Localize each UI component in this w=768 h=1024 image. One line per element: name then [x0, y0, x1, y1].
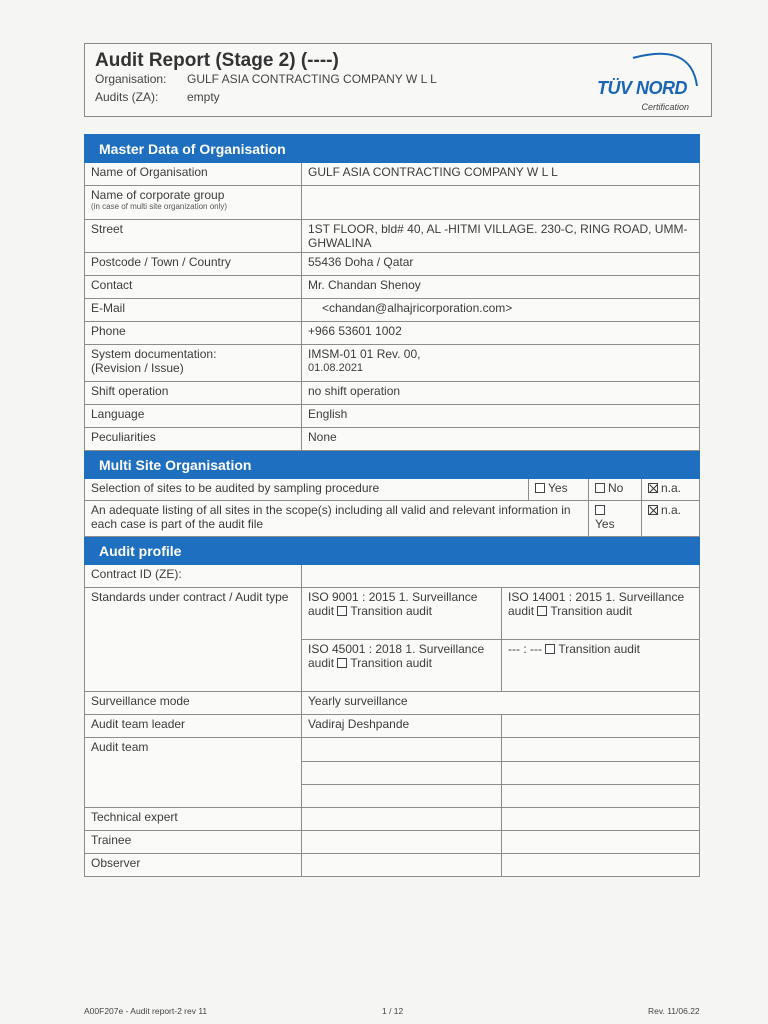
- logo-subtitle: Certification: [641, 102, 689, 112]
- yes-option: [529, 479, 589, 501]
- row-label: Contract ID (ZE):: [85, 565, 302, 588]
- table-row: [85, 322, 700, 345]
- transition-label: Transition audit: [550, 604, 632, 618]
- row-label: An adequate listing of all sites in the scope(s) including all valid and relevant information in each case is part of the audit file: [85, 501, 589, 537]
- table-row: [85, 382, 700, 405]
- row-label: Observer: [85, 854, 302, 877]
- row-label: Audit team leader: [85, 715, 302, 738]
- empty-cell: [302, 808, 502, 831]
- na-label: n.a.: [661, 503, 682, 517]
- na-checkbox-checked[interactable]: [648, 505, 658, 515]
- row-label: Language: [85, 405, 302, 428]
- table-row: [85, 715, 700, 738]
- table-row: [85, 345, 700, 382]
- empty-cell: [502, 715, 700, 738]
- transition-checkbox[interactable]: [537, 606, 547, 616]
- audit-type: 1. Surveillance audit: [508, 590, 685, 618]
- empty-cell: [502, 854, 700, 877]
- empty-cell: [302, 762, 502, 785]
- organisation-label: Organisation:: [95, 72, 167, 86]
- footer-page-number: 1 / 12: [382, 1006, 404, 1016]
- audit-type: 1. Surveillance audit: [308, 642, 485, 670]
- table-row: [85, 186, 700, 220]
- transition-option: [337, 656, 432, 670]
- row-value: None: [302, 428, 700, 451]
- yes-label: Yes: [595, 517, 615, 531]
- row-label-cell: [85, 186, 302, 220]
- standard-name: ISO 14001 : 2015: [508, 590, 603, 604]
- row-label: System documentation:: [91, 347, 217, 361]
- row-value: 01.08.2021: [308, 362, 364, 374]
- empty-cell: [302, 831, 502, 854]
- footer-revision: Rev. 11/06.22: [648, 1006, 700, 1016]
- audit-type: 1. Surveillance audit: [308, 590, 478, 618]
- empty-cell: [502, 808, 700, 831]
- row-label: E-Mail: [85, 299, 302, 322]
- table-row: [85, 565, 700, 588]
- transition-option: [337, 604, 432, 618]
- transition-label: Transition audit: [558, 642, 640, 656]
- row-label: Technical expert: [85, 808, 302, 831]
- section-title: Audit profile: [85, 537, 700, 565]
- section-title: Multi Site Organisation: [85, 451, 700, 479]
- standard-name: --- :: [508, 642, 527, 656]
- empty-cell: [502, 738, 700, 762]
- row-value-cell: [302, 345, 700, 382]
- row-value: IMSM-01 01 Rev. 00,: [308, 347, 421, 361]
- transition-checkbox[interactable]: [337, 606, 347, 616]
- row-value: 55436 Doha / Qatar: [302, 253, 700, 276]
- row-label: Selection of sites to be audited by sampling procedure: [85, 479, 529, 501]
- row-value: <chandan@alhajricorporation.com>: [302, 299, 700, 322]
- row-label: Audit team: [85, 738, 302, 808]
- table-row: [85, 220, 700, 253]
- row-label: Name of corporate group: [91, 188, 225, 202]
- transition-checkbox[interactable]: [545, 644, 555, 654]
- organisation-value: GULF ASIA CONTRACTING COMPANY W L L: [187, 72, 437, 86]
- empty-cell: [302, 785, 502, 808]
- standard-cell: [502, 588, 700, 640]
- table-row: [85, 831, 700, 854]
- table-row: [85, 163, 700, 186]
- table-row: [85, 479, 700, 501]
- row-value: no shift operation: [302, 382, 700, 405]
- table-row: [85, 738, 700, 762]
- report-header: [84, 43, 712, 117]
- row-value: GULF ASIA CONTRACTING COMPANY W L L: [302, 163, 700, 186]
- section-header-audit-profile: [85, 537, 700, 565]
- yes-option: [589, 501, 642, 537]
- table-row: [85, 253, 700, 276]
- footer-document-id: A00F207e - Audit report-2 rev 11: [84, 1006, 208, 1016]
- audits-value: empty: [187, 90, 220, 104]
- section-title: Master Data of Organisation: [85, 135, 700, 163]
- transition-label: Transition audit: [350, 656, 432, 670]
- table-row: [85, 276, 700, 299]
- table-row: [85, 588, 700, 640]
- audit-type: ---: [530, 642, 542, 656]
- row-label: Peculiarities: [85, 428, 302, 451]
- na-option: [642, 479, 700, 501]
- transition-label: Transition audit: [350, 604, 432, 618]
- no-checkbox[interactable]: [595, 483, 605, 493]
- empty-cell: [302, 738, 502, 762]
- row-label: Phone: [85, 322, 302, 345]
- no-option: [589, 479, 642, 501]
- standard-cell: [302, 588, 502, 640]
- row-value: Yearly surveillance: [302, 692, 700, 715]
- no-label: No: [608, 481, 624, 495]
- table-row: [85, 299, 700, 322]
- row-value: +966 53601 1002: [302, 322, 700, 345]
- row-label: Contact: [85, 276, 302, 299]
- row-note: (in case of multi site organization only): [91, 202, 228, 211]
- transition-option: [545, 642, 640, 656]
- row-label: Surveillance mode: [85, 692, 302, 715]
- empty-cell: [502, 785, 700, 808]
- na-label: n.a.: [661, 481, 682, 495]
- row-value: 1ST FLOOR, bld# 40, AL -HITMI VILLAGE. 230-C, RING ROAD, UMM-GHWALINA: [302, 220, 700, 253]
- table-row: [85, 854, 700, 877]
- row-value: [302, 186, 700, 220]
- row-value: [302, 565, 700, 588]
- row-label: Trainee: [85, 831, 302, 854]
- empty-cell: [502, 831, 700, 854]
- standard-name: ISO 9001 : 2015: [308, 590, 396, 604]
- table-row: [85, 501, 700, 537]
- audits-line: [95, 90, 220, 104]
- transition-option: [537, 604, 632, 618]
- table-row: [85, 428, 700, 451]
- audit-report-table: [84, 134, 700, 877]
- na-checkbox-checked[interactable]: [648, 483, 658, 493]
- standard-name: ISO 45001 : 2018: [308, 642, 403, 656]
- section-header-master-data: [85, 135, 700, 163]
- table-row: [85, 405, 700, 428]
- yes-checkbox[interactable]: [595, 505, 605, 515]
- row-label: Postcode / Town / Country: [85, 253, 302, 276]
- empty-cell: [302, 854, 502, 877]
- transition-checkbox[interactable]: [337, 658, 347, 668]
- row-label: Name of Organisation: [85, 163, 302, 186]
- row-value: Vadiraj Deshpande: [302, 715, 502, 738]
- row-label: Street: [85, 220, 302, 253]
- standard-cell: [302, 640, 502, 692]
- standard-cell: [502, 640, 700, 692]
- organisation-line: [95, 72, 437, 86]
- na-option: [642, 501, 700, 537]
- row-label-cell: [85, 345, 302, 382]
- table-row: [85, 692, 700, 715]
- yes-label: Yes: [548, 481, 568, 495]
- row-label: Standards under contract / Audit type: [85, 588, 302, 692]
- audits-label: Audits (ZA):: [95, 90, 159, 104]
- yes-checkbox[interactable]: [535, 483, 545, 493]
- row-label: (Revision / Issue): [91, 361, 184, 375]
- report-title: Audit Report (Stage 2) (----): [95, 50, 339, 71]
- logo-text: TÜV NORD: [597, 78, 687, 98]
- section-header-multi-site: [85, 451, 700, 479]
- row-value: Mr. Chandan Shenoy: [302, 276, 700, 299]
- table-row: [85, 808, 700, 831]
- row-value: English: [302, 405, 700, 428]
- empty-cell: [502, 762, 700, 785]
- row-label: Shift operation: [85, 382, 302, 405]
